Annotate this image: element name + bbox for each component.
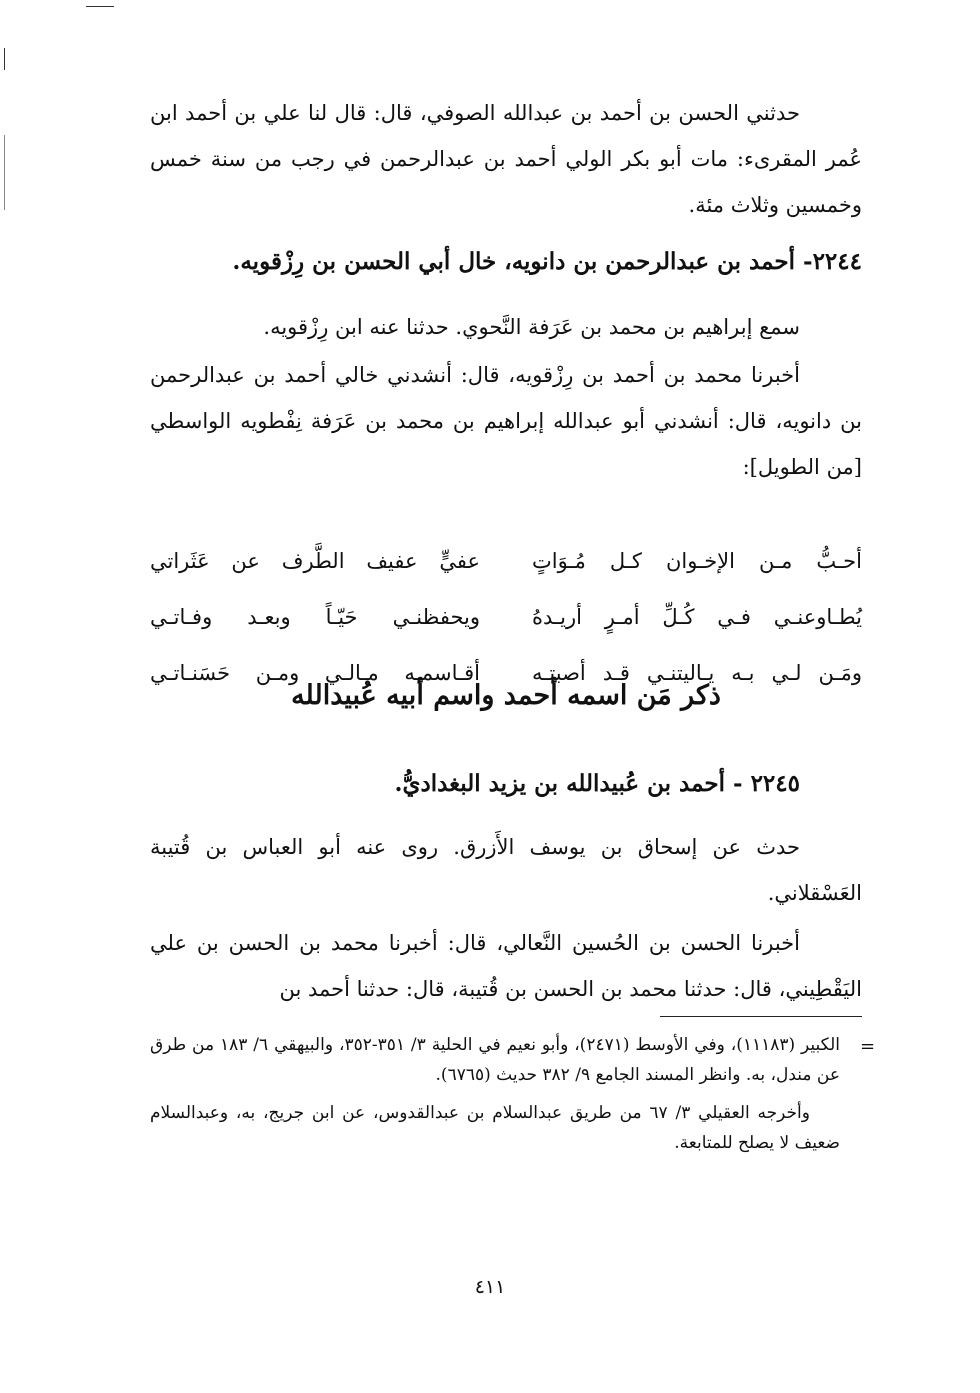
- verse-line: [150, 589, 862, 645]
- paragraph-2: سمع إبراهيم بن محمد بن عَرَفة النَّحوي. حدثنا عنه ابن رِزْقويه.: [263, 315, 800, 339]
- paragraph-1: حدثني الحسن بن أحمد بن عبدالله الصوفي، قال: قال لنا علي بن أحمد ابن عُمر المقرىء: مات أبو بكر الولي أحمد بن عبدالرحمن في رجب من سنة خمس وخمسين وثلاث مئة.: [150, 101, 862, 217]
- verse-second-hemistich: أقـاسمـه مـالـي ومـن حَسَنـاتـي: [150, 661, 480, 685]
- main-text-bottom: [150, 756, 862, 1012]
- paragraph-5: أخبرنا الحسن بن الحُسين النَّعالي، قال: أخبرنا محمد بن الحسن بن علي اليَقْطِيني، قال: حدثنا محمد بن الحسن بن قُتيبة، قال: حدثنا أحمد بن: [150, 931, 862, 1001]
- poem-verses: [150, 533, 862, 701]
- footnote-2: وأخرجه العقيلي ٣/ ٦٧ من طريق عبدالسلام بن عبدالقدوس، عن ابن جريج، به، وعبدالسلام ضعيف لا يصلح للمتابعة.: [150, 1103, 840, 1153]
- main-text-top: [150, 90, 862, 490]
- paragraph-3: أخبرنا محمد بن أحمد بن رِزْقويه، قال: أنشدني خالي أحمد بن عبدالرحمن بن دانويه، قال: أنشدني أبو عبدالله إبراهيم بن محمد بن عَرَفة نِفْطويه الواسطي [من الطويل]:: [150, 363, 862, 479]
- verse-first-hemistich: ومَـن لـي بـه يـاليتنـي قـد أصبتـه: [532, 661, 862, 685]
- scan-artifact: [4, 135, 5, 210]
- footnote-continuation-marker: =: [860, 1036, 876, 1057]
- paragraph-4: حدث عن إسحاق بن يوسف الأَزرق. روى عنه أبو العباس بن قُتيبة العَسْقلاني.: [150, 835, 862, 905]
- footnotes: [150, 1030, 840, 1158]
- scan-artifact: [86, 6, 114, 7]
- section-title: ذكر مَن اسمه أحمد واسم أبيه عُبيدالله: [291, 680, 721, 711]
- verse-second-hemistich: عفيٍّ عفيف الطَّرف عن عَثَراتي: [150, 549, 480, 573]
- footnote-divider: [660, 1016, 862, 1017]
- verse-second-hemistich: ويحفظنـي حَيّـاً وبعـد وفـاتـي: [150, 605, 480, 629]
- verse-first-hemistich: يُطـاوعنـي فـي كُـلِّ أمـرٍ أريـدهُ: [532, 605, 862, 629]
- scan-artifact: [4, 48, 5, 70]
- verse-first-hemistich: أحـبُّ مـن الإخـوان كـل مُـوَاتٍ: [532, 549, 862, 573]
- entry-2245-heading: ٢٢٤٥ - أحمد بن عُبيدالله بن يزيد البغداديُّ.: [394, 770, 800, 797]
- footnote-1: الكبير (١١١٨٣)، وفي الأوسط (٢٤٧١)، وأبو نعيم في الحلية ٣/ ٣٥١-٣٥٢، والبيهقي ٦/ ١٨٣ من طرق عن مندل، به. وانظر المسند الجامع ٩/ ٣٨٢ حديث (٦٧٦٥).: [150, 1035, 840, 1085]
- entry-2244-heading: ٢٢٤٤- أحمد بن عبدالرحمن بن دانويه، خال أبي الحسن بن رِزْقويه.: [232, 248, 862, 275]
- page-number: ٤١١: [474, 1276, 506, 1298]
- verse-line: [150, 533, 862, 589]
